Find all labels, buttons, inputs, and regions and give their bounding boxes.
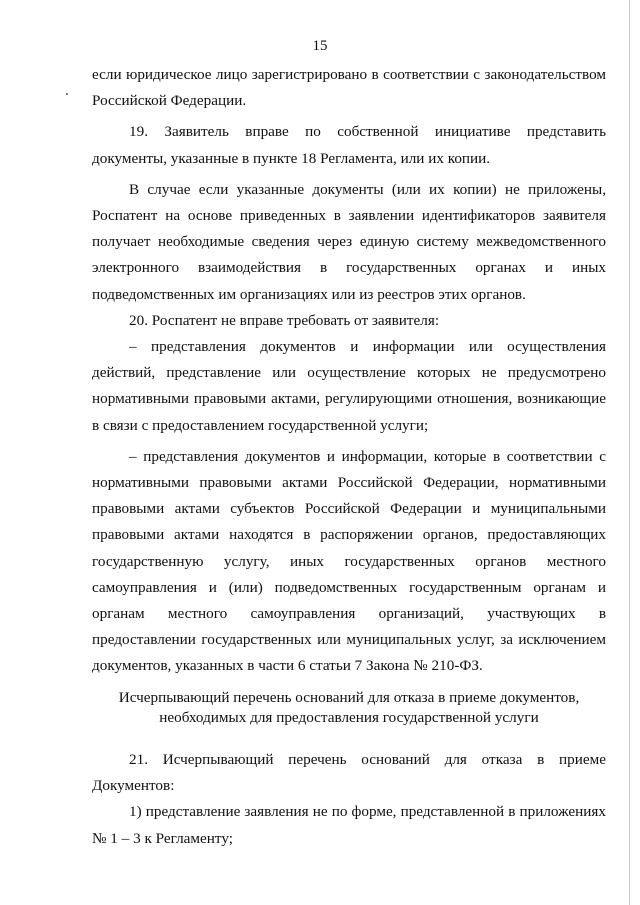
- scan-edge-line: [629, 0, 630, 905]
- body-text: [92, 62, 606, 680]
- paragraph-20-item-1: – представления документов и информации или осуществления действий, представление или осуществление которых не предусмотрено нормативными правовыми актами, регулирующими отношения, возникающие в связи с предоставлением государственной услуги;: [92, 338, 606, 434]
- section-heading: [92, 688, 606, 727]
- paragraph-20: 20. Роспатент не вправе требовать от заявителя:: [129, 311, 440, 329]
- scan-speck: [66, 93, 68, 95]
- paragraph-21-item-1: 1) представление заявления не по форме, представленной в приложениях № 1 – 3 к Регламенту;: [92, 803, 606, 847]
- section-heading-line-1: Исчерпывающий перечень оснований для отказа в приеме документов,: [118, 689, 580, 706]
- section-heading-line-2: необходимых для предоставления государственной услуги: [159, 708, 539, 726]
- paragraph-21: 21. Исчерпывающий перечень оснований для отказа в приеме Документов:: [92, 751, 606, 795]
- paragraph-20-item-2: – представления документов и информации, которые в соответствии с нормативными правовыми актами Российской Федерации, нормативными правовыми актами субъектов Российской Федерации и муниципальными правовыми актами находятся в распоряжении органов, предоставляющих государственную услугу, иных государственных органов местного самоуправления и (или) подведомственных государственным органам и органам местного самоуправления организаций, участвующих в предоставлении государственных или муниципальных услуг, за исключением документов, указанных в части 6 статьи 7 Закона № 210-ФЗ.: [92, 447, 606, 675]
- paragraph-19: 19. Заявитель вправе по собственной инициативе представить документы, указанные в пункте 18 Регламента, или их копии.: [92, 123, 606, 167]
- paragraph-continuation: если юридическое лицо зарегистрировано в соответствии с законодательством Российской Федерации.: [92, 66, 606, 110]
- section-body: [92, 747, 606, 852]
- page-number: 15: [312, 38, 328, 54]
- paragraph-19-case: В случае если указанные документы (или их копии) не приложены, Роспатент на основе приведенных в заявлении идентификаторов заявителя получает необходимые сведения через единую систему межведомственного электронного взаимодействия в государственных органах и иных подведомственных им организациях или из реестров этих органов.: [92, 180, 606, 303]
